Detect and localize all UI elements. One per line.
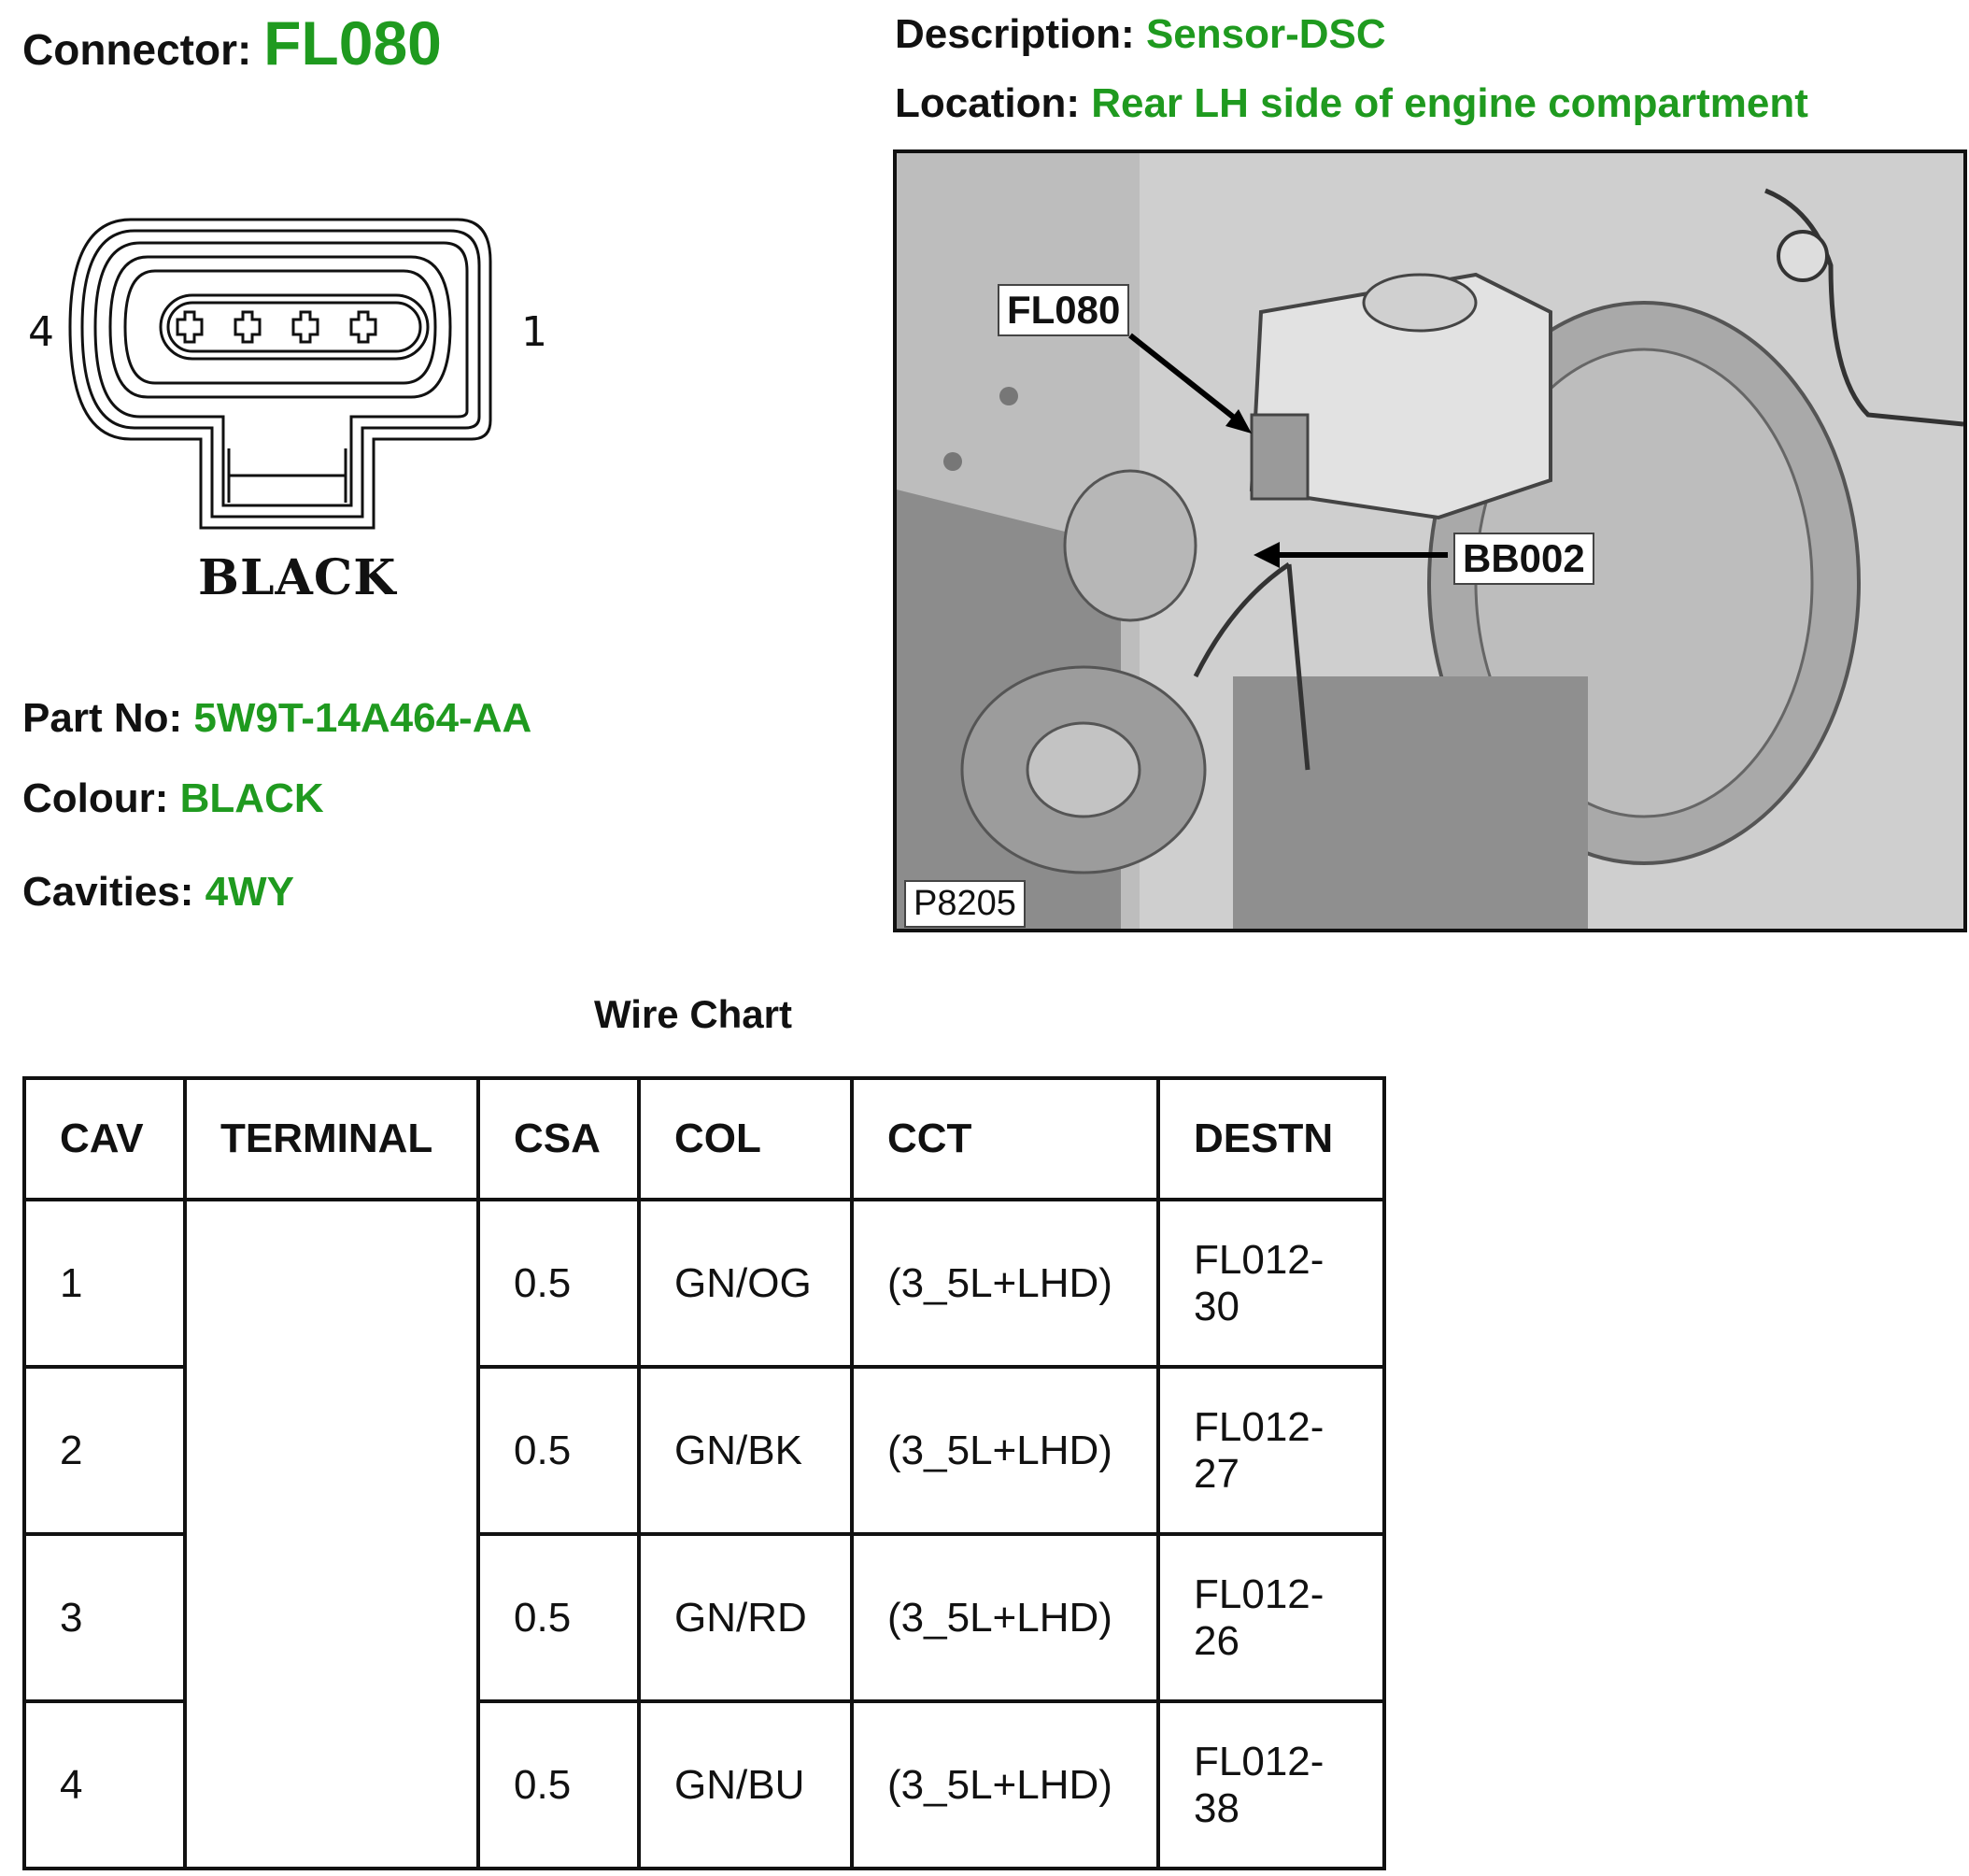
cell-csa: 0.5 — [478, 1701, 639, 1869]
cavities-line — [22, 869, 294, 916]
cell-csa: 0.5 — [478, 1200, 639, 1367]
part-no-label: Part No: — [22, 695, 183, 741]
cell-cct: (3_5L+LHD) — [852, 1367, 1158, 1534]
connector-colour-caption: BLACK — [198, 549, 397, 606]
cell-destn: FL012- 26 — [1158, 1534, 1384, 1701]
description-value: Sensor-DSC — [1145, 11, 1386, 57]
cell-destn: FL012- 30 — [1158, 1200, 1384, 1367]
callout-bb002: BB002 — [1453, 533, 1594, 585]
pin-1-label: 1 — [521, 308, 547, 356]
photo-id-label: P8205 — [904, 880, 1026, 928]
part-no-line — [22, 695, 531, 742]
description-label: Description: — [895, 11, 1135, 57]
cell-destn: FL012- 38 — [1158, 1701, 1384, 1869]
description-line — [895, 11, 1386, 58]
cell-cct: (3_5L+LHD) — [852, 1200, 1158, 1367]
pin-4-label: 4 — [28, 308, 54, 356]
location-photo — [893, 149, 1967, 932]
colour-line — [22, 775, 324, 822]
cell-cct: (3_5L+LHD) — [852, 1534, 1158, 1701]
cell-cav: 2 — [24, 1367, 185, 1534]
cell-csa: 0.5 — [478, 1534, 639, 1701]
table-row — [24, 1200, 1384, 1367]
connector-line — [22, 7, 442, 78]
colour-label: Colour: — [22, 775, 169, 821]
engine-bay-illustration — [897, 153, 1963, 929]
wire-chart-table — [22, 1076, 1386, 1870]
header-cct: CCT — [852, 1078, 1158, 1200]
header-terminal: TERMINAL — [185, 1078, 478, 1200]
cell-cav: 4 — [24, 1701, 185, 1869]
location-line — [895, 80, 1808, 127]
cell-cav: 1 — [24, 1200, 185, 1367]
header-destn: DESTN — [1158, 1078, 1384, 1200]
cell-col: GN/BU — [639, 1701, 852, 1869]
cell-cct: (3_5L+LHD) — [852, 1701, 1158, 1869]
location-label: Location: — [895, 80, 1080, 126]
cavities-label: Cavities: — [22, 869, 194, 915]
cell-cav: 3 — [24, 1534, 185, 1701]
part-no-value: 5W9T-14A464-AA — [193, 695, 532, 741]
cell-csa: 0.5 — [478, 1367, 639, 1534]
header-cav: CAV — [24, 1078, 185, 1200]
cell-col: GN/BK — [639, 1367, 852, 1534]
cavities-value: 4WY — [205, 869, 295, 915]
wire-chart-title: Wire Chart — [594, 992, 792, 1036]
cell-col: GN/OG — [639, 1200, 852, 1367]
cell-destn: FL012- 27 — [1158, 1367, 1384, 1534]
connector-label: Connector: — [22, 25, 252, 74]
header-col: COL — [639, 1078, 852, 1200]
table-header-row — [24, 1078, 1384, 1200]
connector-id: FL080 — [263, 8, 442, 78]
cell-terminal — [185, 1200, 478, 1869]
callout-fl080: FL080 — [998, 284, 1129, 336]
cell-col: GN/RD — [639, 1534, 852, 1701]
header-csa: CSA — [478, 1078, 639, 1200]
colour-value: BLACK — [179, 775, 324, 821]
location-value: Rear LH side of engine compartment — [1091, 80, 1808, 126]
